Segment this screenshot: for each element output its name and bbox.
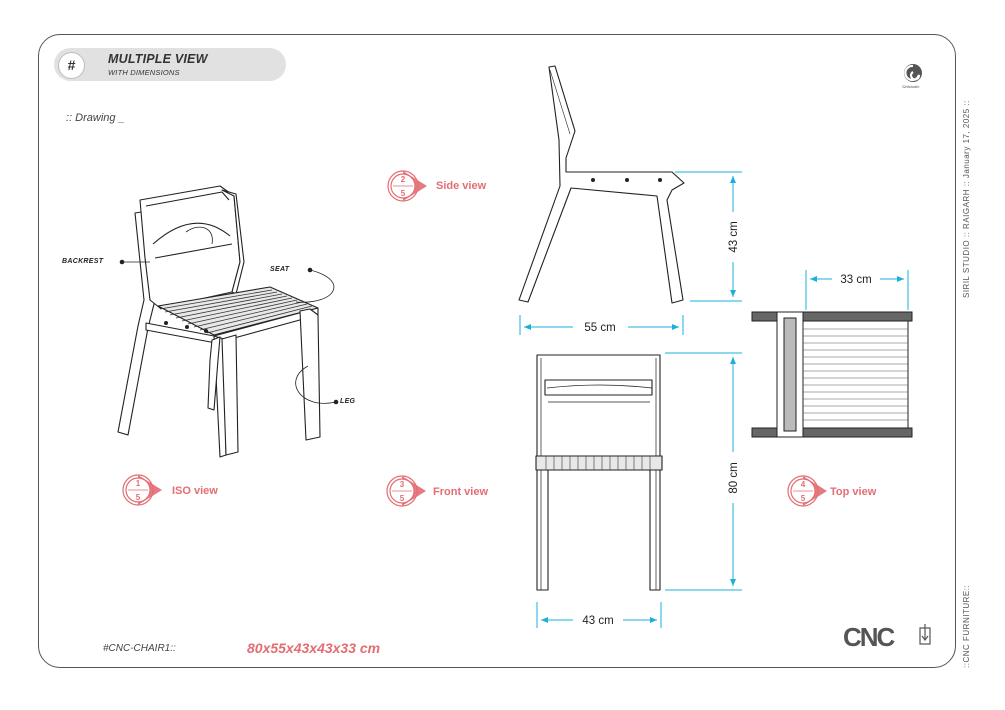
studio-logo-caption: Sirilstudio (902, 84, 920, 89)
sheet-title: MULTIPLE VIEW (108, 52, 208, 66)
cnc-logo-text: CNC (843, 622, 894, 652)
view-badge-iso (123, 475, 162, 505)
front-width-dimension: 43 cm (582, 615, 614, 627)
top-view-number: 4 (800, 480, 806, 489)
iso-chair-drawing (118, 186, 336, 457)
cnc-logo (843, 622, 930, 652)
top-width-dimension: 33 cm (840, 274, 872, 286)
front-height-dimension: 80 cm (728, 462, 740, 494)
side-view-label: Side view (436, 180, 487, 192)
backrest-callout: BACKREST (62, 258, 104, 265)
section-label: :: Drawing _ (66, 112, 125, 124)
leg-callout: LEG (340, 398, 356, 405)
front-view-number: 3 (399, 480, 405, 489)
cnc-tool-icon (920, 624, 930, 644)
top-view-drawing (752, 312, 912, 437)
iso-view-total: 5 (135, 493, 141, 502)
side-view-dimensions (520, 172, 742, 335)
side-view-drawing (519, 66, 684, 303)
category-vertical: ::CNC FURNITURE:: (962, 584, 971, 668)
view-badge-front (387, 476, 426, 506)
view-badge-side (388, 171, 427, 201)
top-view-label: Top view (830, 486, 877, 498)
front-view-drawing (536, 355, 662, 590)
side-view-number: 2 (400, 175, 406, 184)
hash-badge: # (58, 52, 85, 79)
sheet-subtitle: WITH DIMENSIONS (108, 68, 180, 77)
side-depth-dimension: 55 cm (584, 322, 616, 334)
side-view-total: 5 (400, 189, 406, 198)
seat-callout: SEAT (270, 266, 290, 273)
front-view-label: Front view (433, 486, 489, 498)
overall-dimensions: 80x55x43x43x33 cm (247, 640, 381, 656)
iso-view-number: 1 (135, 479, 141, 488)
front-view-total: 5 (399, 494, 405, 503)
view-badge-top (788, 476, 827, 506)
top-view-total: 5 (800, 494, 806, 503)
iso-view-label: ISO view (172, 485, 218, 497)
studio-info-vertical: SIRIL STUDIO :: RAIGARH :: January 17, 2025 :: (962, 100, 971, 298)
side-height-dimension: 43 cm (728, 221, 740, 253)
product-code: #CNC-CHAIR1:: (103, 643, 176, 654)
